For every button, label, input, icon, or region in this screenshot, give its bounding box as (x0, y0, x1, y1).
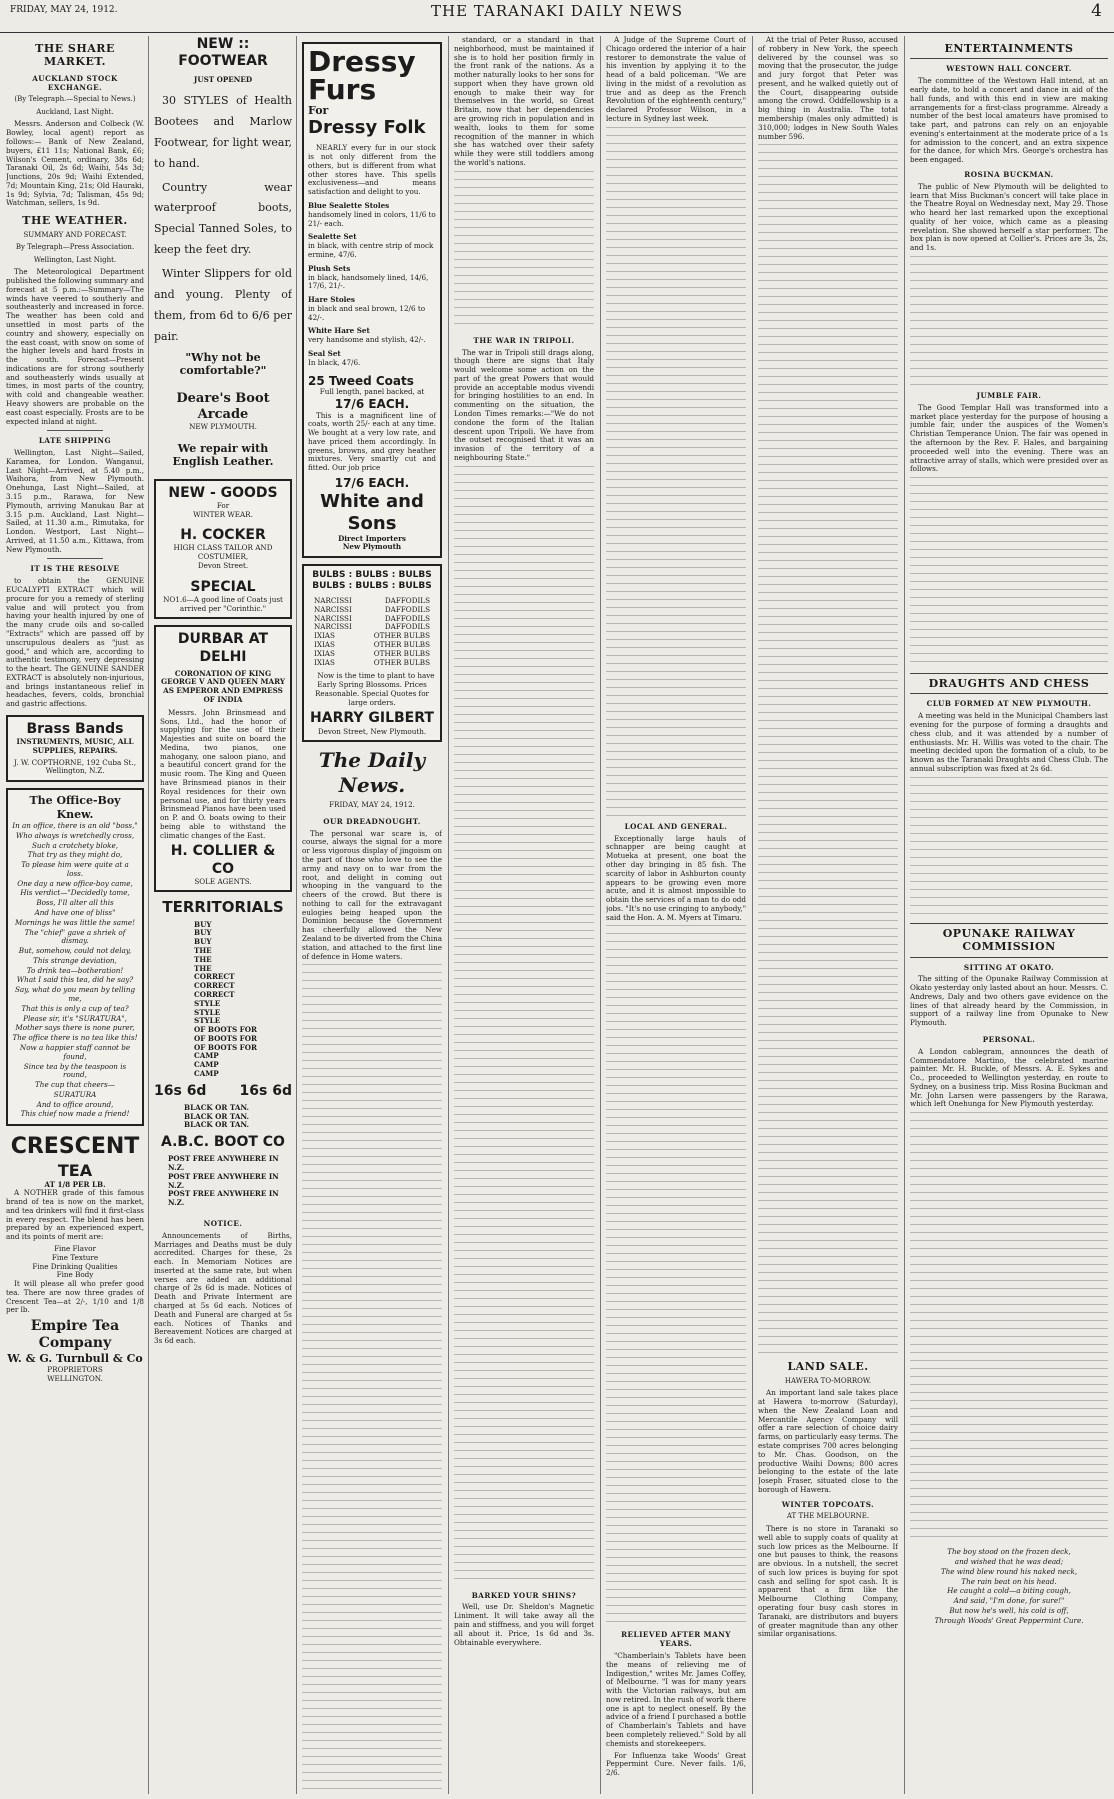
draughts-heading: DRAUGHTS AND CHESS (910, 673, 1108, 694)
poem-line: The wind blew round his naked neck, (940, 1566, 1078, 1576)
weather-heading: THE WEATHER. (22, 214, 128, 228)
bulbs-note: Now is the time to plant to have Early Spring Blossoms. Prices Reasonable. Special Quotes for large orders. (315, 671, 435, 707)
poem-line: Such a crotchety bloke, (31, 840, 118, 850)
poem-line: The rain beat on his head. (961, 1576, 1057, 1586)
dreadnought-body: The personal war scare is, of course, always the signal for a more or less vigorous display of jingoism on the part of those who love to see the army and navy on to war from the root, and delight in coming out whooping in the vanguard to the cheers of the crowd. But there is nothing to call for the extravagant eulogies being heaped upon the Dominion because the Government has cheerfully allowed the New Zealand to be diverted from the China station, and attached to the first line of defence in Home waters. (302, 828, 442, 961)
masthead-title: THE TARANAKI DAILY NEWS (430, 2, 684, 20)
white-and-sons-city: New Plymouth (342, 542, 402, 552)
poem-line: and wished that he was dead; (954, 1557, 1064, 1567)
influenza-note: For Influenza take Woods' Great Peppermint Cure. Never fails. 1/6, 2/6. (606, 1750, 746, 1778)
poem-line: That try as they might do, (27, 850, 123, 860)
bulb-cell: OTHER BULBS (373, 657, 430, 667)
territorials-prices (154, 1083, 292, 1100)
buy-line: CAMP (194, 1060, 219, 1070)
brass-bands-subheading: INSTRUMENTS, MUSIC, ALL SUPPLIES, REPAIRS. (16, 737, 134, 755)
empire-tea-city: WELLINGTON. (47, 1373, 103, 1383)
cocker-role-2: COSTUMIER, (197, 552, 249, 562)
topcoats-body: There is no store in Taranaki so well able to supply coats of quality at such low prices as the Melbourne. If one but pauses to think, the reasons are obvious. In a nutshell, the secret of such low prices is buying for spot cash and selling for spot cash. It is apparent that a firm like the Melbourne Clothing Company, operating four busy cash stores in Taranaki, are distributors and buyers of greater magnitude than any other similar organisations. (758, 1524, 898, 1639)
westown-heading: WESTOWN HALL CONCERT. (946, 64, 1072, 74)
buy-line: BUY (194, 937, 212, 947)
footwear-styles: 30 STYLES of Health Bootees and Marlow Footwear, for light wear, to hand. (154, 93, 292, 170)
railway-subheading: SITTING AT OKATO. (963, 962, 1055, 972)
tweed-coats-heading: 25 Tweed Coats (308, 373, 414, 388)
tan-lines (154, 1104, 292, 1130)
crescent-body: A NOTHER grade of this famous brand of tea is now on the market, and tea drinkers will find it first-class in every respect. The blend has been prepared by an experienced expert, and its points of merit are: (6, 1188, 144, 1242)
col6-top-article: At the trial of Peter Russo, accused of robbery in New York, the speech delivered by the counsel was so moving that the prosecutor, the judge and jury forgot that Peter was present, and he walked quietly out of the Court, disappearing outside among the crowd. Oddfellowship is a big thing in Australia. The total membership (males only admitted) is 310,000; lodges in New South Wales number 596. (758, 36, 898, 141)
new-goods-for: For (216, 500, 230, 510)
column-rule (904, 36, 905, 1794)
poem-line: Who always is wretchedly cross, (15, 830, 135, 840)
topcoats-heading: WINTER TOPCOATS. (781, 1499, 875, 1509)
buy-line: STYLE (194, 1016, 221, 1026)
column-6 (758, 36, 898, 1794)
tan-line: BLACK OR TAN. (184, 1111, 250, 1121)
post-line: POST FREE ANYWHERE IN N.Z. (168, 1189, 279, 1208)
column-2 (154, 36, 292, 1794)
collier-name: H. COLLIER & CO (170, 843, 276, 877)
fur-items (308, 202, 436, 368)
bulbs-ad (302, 564, 442, 742)
empire-tea-heading: Empire Tea Company (30, 1318, 120, 1352)
office-boy-ad (6, 788, 144, 1126)
column-5 (606, 36, 746, 1794)
poem-line: The cup that cheers— (35, 1080, 115, 1090)
fur-item-name: Seal Set (308, 348, 341, 358)
buy-line: THE (194, 946, 212, 956)
tripoli-body: The war in Tripoli still drags along, though there are signs that Italy would welcome some action on the part of the great Powers that would provide an acceptable modus vivendi for bringing hostilities to an end. In commenting on the situation, the London Times remarks:—"We do not condone the form of the Italian descent upon Tripoli. We have from the outset recognised that it was an invasion of the territory of a neighbouring State." (454, 347, 594, 462)
durbar-heading: DURBAR AT DELHI (177, 631, 269, 665)
just-opened: JUST OPENED (193, 75, 253, 85)
fur-item-name: Hare Stoles (308, 295, 355, 305)
dreadnought-continued: standard, or a standard in that neighborhood, must be maintained if she is to hold her position firmly in the front rank of the nations. As a mother naturally looks to her sons for support when they have grown old enough to make their way for themselves in the world, so Great Britain, now that her dependencies are growing rich in population and in wealth, looks to them for some recognition of the manner in which she has watched over their safety while they were still toddlers among the world's nations. (454, 36, 594, 167)
poem-line: And have one of bliss" (34, 908, 116, 918)
tweed-coats-sub: Full length, panel backed, at (319, 387, 425, 397)
poem-line: Mother says there is none purer, (15, 1023, 135, 1033)
new-goods-season: WINTER WEAR. (193, 509, 253, 519)
bulb-cell: NARCISSI (314, 613, 352, 623)
bulbs-heading-2: BULBS : BULBS : BULBS (312, 581, 432, 592)
footwear-slogan: "Why not be comfortable?" (179, 350, 267, 378)
poem-line: And to office around, (36, 1099, 114, 1109)
buy-line: CAMP (194, 1051, 219, 1061)
exchange-place: Auckland, Last Night. (36, 107, 114, 116)
bulb-cell: OTHER BULBS (373, 631, 430, 641)
buy-line: CORRECT (194, 972, 235, 982)
bulb-cell: OTHER BULBS (373, 639, 430, 649)
poem-line: Say, what do you mean by telling me, (14, 985, 136, 1004)
article-text-continuation (758, 144, 898, 1354)
white-and-sons-name: White and Sons (320, 490, 424, 534)
fur-item-description: handsomely lined in colors, 11/6 to 21/- each. (308, 209, 436, 228)
article-text-continuation (606, 127, 746, 817)
barked-shins-body: Well, use Dr. Sheldon's Magnetic Liniment. It will take away all the pain and stiffness, and you will forget all about it. Price, 1s 6d and 3s. Obtainable everywhere. (454, 1602, 594, 1647)
crescent-point: Fine Drinking Qualities (32, 1261, 118, 1271)
masthead-date: FRIDAY, MAY 24, 1912. (10, 5, 118, 15)
column-rule (600, 36, 601, 1794)
poem-line: Mornings he was little the same! (14, 917, 136, 927)
tweed-coats-price: 17/6 EACH. (334, 396, 410, 411)
shipping-heading: LATE SHIPPING (38, 436, 112, 446)
crescent-note: It will please all who prefer good tea. There are now three grades of Crescent Tea—at 2/-, 1/10 and 1/8 per lb. (6, 1279, 144, 1315)
tweed-coats-body: This is a magnificent line of coats, worth 25/- each at any time. We bought at a very low rate, and have priced them accordingly. In greens, browns, and grey heather mixtures. Very smartly cut and fitted. Our job price (308, 410, 436, 473)
post-line: POST FREE ANYWHERE IN N.Z. (168, 1171, 279, 1190)
divider (47, 558, 102, 559)
office-boy-poem (12, 822, 138, 1119)
abc-boot-name: A.B.C. BOOT CO (161, 1134, 285, 1151)
buy-line: CAMP (194, 1068, 219, 1078)
fur-item-name: Plush Sets (308, 263, 351, 273)
poem-line: The office there is no tea like this! (12, 1033, 138, 1043)
fur-item-name: Sealette Set (308, 232, 357, 242)
new-goods-heading: NEW - GOODS (168, 484, 278, 501)
repair-note: We repair with English Leather. (172, 441, 274, 469)
brass-bands-heading: Brass Bands (26, 720, 124, 737)
poem-line: Please sir, it's "SURATURA", (23, 1013, 127, 1023)
local-general-heading: LOCAL AND GENERAL. (624, 821, 728, 831)
bulb-cell: DAFFODILS (384, 613, 430, 623)
bulbs-heading: BULBS : BULBS : BULBS (312, 570, 432, 581)
buy-line: OF BOOTS FOR (194, 1033, 257, 1043)
brass-bands-ad (6, 715, 144, 782)
article-text-continuation (910, 256, 1108, 386)
land-sale-body: An important land sale takes place at Hawera to-morrow (Saturday), when the New Zealand Loan and Mercantile Agency Company will offer a rare selection of choice dairy farms, on particularly easy terms. The estate comprises 700 acres belonging to Mr. Chas. Goodson, on the productive Waihi Downs; 800 acres belonging to the estate of the late Joseph Fraser, situated close to the borough of Hawera. (758, 1388, 898, 1494)
dressy-folk: Dressy Folk (308, 117, 426, 139)
crescent-points (6, 1245, 144, 1280)
article-text-continuation (910, 777, 1108, 917)
buy-line: CORRECT (194, 989, 235, 999)
jumble-body: The Good Templar Hall was transformed into a market place yesterday for the purpose of housing a jumble fair, under the auspices of the Women's Christian Temperance Union. The fair was opened in the afternoon by the Rev. F. Hales, and bargaining proceeded well into the evening. There was an attractive array of stalls, which were presided over as follows. (910, 402, 1108, 474)
poem-line: That this is only a cup of tea? (21, 1003, 129, 1013)
buy-line: CORRECT (194, 981, 235, 991)
footwear-waterproof: Country wear waterproof boots, Special Tanned Soles, to keep the feet dry. (154, 180, 292, 257)
column-rule (448, 36, 449, 1794)
poem-line: Boss, I'll alter all this (36, 898, 114, 908)
crescent-price: AT 1/8 PER LB. (44, 1179, 106, 1189)
divider (47, 430, 102, 431)
special-body: NO1.6—A good line of Coats just arrived per "Corinthic." (163, 594, 283, 613)
column-1 (6, 36, 144, 1794)
crescent-point: Fine Body (56, 1270, 94, 1280)
eucalypti-heading: IT IS THE RESOLVE (30, 564, 120, 574)
land-sale-subheading: HAWERA TO-MORROW. (784, 1376, 872, 1385)
buy-line: STYLE (194, 998, 221, 1008)
crescent-heading: CRESCENT (10, 1134, 140, 1160)
poem-line: In an office, there is an old "boss," (12, 820, 138, 830)
poem-line: What I said this tea, did he say? (16, 975, 134, 985)
bulb-cell: IXIAS (314, 631, 335, 641)
poem-line: The boy stood on the frozen deck, (947, 1547, 1071, 1557)
white-and-sons-role: Direct Importers (338, 533, 406, 543)
fur-item-description: very handsome and stylish, 42/-. (308, 335, 426, 345)
poem-line: To drink tea—botheration! (26, 965, 124, 975)
durbar-body: Messrs. John Brinsmead and Sons, Ltd., had the honor of supplying for the use of their Majesties and suite on board the Medina, two pianos, one mahogany, one saloon piano, and a beautiful concert grand for the music room. The King and Queen have Brinsmead pianos in their Royal residences for their own personal use, and for thirty years Brinsmead Pianos have been used on P. and O. boats owing to their being able to withstand the climatic changes of the East. (160, 707, 286, 840)
poem-line: One day a new office-boy came, (17, 878, 133, 888)
poem-line: But, somehow, could not delay, (18, 946, 132, 956)
article-text-continuation (910, 1112, 1108, 1542)
price-right: 16s 6d (239, 1082, 292, 1099)
harry-gilbert-address: Devon Street, New Plymouth. (317, 726, 427, 736)
stock-exchange-heading: AUCKLAND STOCK EXCHANGE. (32, 73, 118, 92)
poem-line: To please him were quite at a loss. (21, 860, 129, 878)
barked-shins-heading: BARKED YOUR SHINS? (471, 1590, 577, 1600)
buy-line: STYLE (194, 1007, 221, 1017)
eucalypti-ad: to obtain the GENUINE EUCALYPTI EXTRACT which will procure for you a remedy of sterling value and will protect you from having your health injured by one of the many crude oils and so-called "Extracts" which are passed off by unscrupulous dealers as "just as good," and which are, according to authentic testimony, very depressing to the heart. The GENUINE SANDER EXTRACT is absolutely non-injurious, and brings instantaneous relief in headaches, fevers, colds, bronchial and gastric affections. (6, 576, 144, 709)
shipping-report: Wellington, Last Night—Sailed, Karamea, for London. Wanganui, Last Night—Arrived, at 5.40 p.m., Waihora, from New Plymouth. Onehunga, Last Night—Sailed, at 3.15 p.m., Rarawa, for New Plymouth, arriving Manukau Bar at 3.15 p.m. Auckland, Last Night—Sailed, at 11.30 a.m., Rimutaka, for London. Westport, Last Night—Arrived, at 11.50 a.m., Kittawa, from New Plymouth. (6, 448, 144, 554)
notice-heading: NOTICE. (203, 1218, 243, 1228)
fur-item-name: Blue Sealette Stoles (308, 201, 390, 211)
poem-line: SURATURA (53, 1089, 97, 1099)
column-rule (148, 36, 149, 1794)
empire-tea-proprietors: W. & G. Turnbull & Co (7, 1352, 143, 1366)
relieved-heading: RELIEVED AFTER MANY YEARS. (621, 1630, 731, 1649)
footwear-slippers: Winter Slippers for old and young. Plenty of them, from 6d to 6/6 per pair. (154, 267, 292, 343)
poem-line: This chief now made a friend! (20, 1109, 130, 1119)
buy-line: THE (194, 963, 212, 973)
durbar-subheading: CORONATION OF KING GEORGE V AND QUEEN MARY AS EMPEROR AND EMPRESS OF INDIA (161, 668, 285, 704)
land-sale-heading: LAND SALE. (787, 1360, 869, 1374)
furs-intro: NEARLY every fur in our stock is not only different from the others, but is different from what other stores have. This spells exclusiveness—and means satisfaction and delight to you. (308, 143, 436, 197)
fur-item-description: in black and seal brown, 12/6 to 42/-. (308, 303, 426, 322)
article-text-continuation (606, 925, 746, 1625)
durbar-ad (154, 625, 292, 892)
topcoats-subheading: AT THE MELBOURNE. (786, 1512, 870, 1521)
bulb-cell: IXIAS (314, 648, 335, 658)
bulb-cell: DAFFODILS (384, 596, 430, 606)
column-4 (454, 36, 594, 1794)
dressy-heading: Dressy (308, 45, 416, 78)
tan-line: BLACK OR TAN. (184, 1102, 250, 1112)
tripoli-heading: THE WAR IN TRIPOLI. (473, 335, 575, 345)
article-text-continuation (454, 466, 594, 1586)
furs-heading: Furs (308, 73, 377, 106)
collier-role: SOLE AGENTS. (194, 876, 252, 886)
poem-line: Since tea by the teaspoon is round, (23, 1061, 127, 1080)
cocker-name: H. COCKER (180, 527, 266, 544)
rosina-heading: ROSINA BUCKMAN. (964, 170, 1054, 179)
daily-news-date: FRIDAY, MAY 24, 1912. (329, 800, 415, 810)
special-heading: SPECIAL (190, 578, 256, 595)
railway-heading: OPUNAKE RAILWAY COMMISSION (910, 923, 1108, 958)
buy-line: BUY (194, 928, 212, 938)
exchange-report: Messrs. Anderson and Colbeck (W. Bowley, local agent) report as follows:— Bank of New Zealand, buyers, £11 11s; National Bank, £6; Wilson's Cement, ordinary, 38s 6d; Taranaki Oil, 2s 6d; Waihi, 54s 3d; Junctions, 20s 9d; Waihi Extended, 7d; Mountain King, 21s; Old Hauraki, 1s 9d; Sylvia, 7d; Talisman, 45s 9d; Watchman, sellers, 1s 9d. (6, 119, 144, 208)
personal-body: A London cablegram, announces the death of Commendatore Martino, the celebrated marine painter. Mr. H. Buckle, of Messrs. A. E. Sykes and Co., proceeded to Wellington yesterday, en route to Sydney, on a business trip. Miss Rosina Buckman and Mr. John Larsen were passengers by the Rarawa, which left Onehunga for New Plymouth yesterday. (910, 1046, 1108, 1109)
buy-line: THE (194, 954, 212, 964)
column-rule (296, 36, 297, 1794)
post-free-lines (154, 1155, 292, 1208)
masthead (0, 0, 1114, 33)
poem-line: But now he's well, his cold is off, (949, 1605, 1069, 1615)
bulb-cell: NARCISSI (314, 596, 352, 606)
tan-line: BLACK OR TAN. (184, 1120, 250, 1130)
post-line: POST FREE ANYWHERE IN N.Z. (168, 1154, 279, 1173)
bulb-cell: IXIAS (314, 657, 335, 667)
weather-subheading: SUMMARY AND FORECAST. (23, 230, 127, 239)
bulb-cell: NARCISSI (314, 622, 352, 632)
empire-tea-role: PROPRIETORS (47, 1364, 103, 1374)
share-market-heading: THE SHARE MARKET. (35, 42, 115, 69)
poem-line: He caught a cold—a biting cough, (947, 1586, 1071, 1596)
deare-city: NEW PLYMOUTH. (189, 422, 257, 432)
bulb-cell: NARCISSI (314, 604, 352, 614)
personal-heading: PERSONAL. (982, 1035, 1036, 1044)
club-heading: CLUB FORMED AT NEW PLYMOUTH. (926, 699, 1092, 709)
bulb-cell: IXIAS (314, 639, 335, 649)
footwear-heading: NEW :: FOOTWEAR (178, 36, 268, 70)
jumble-heading: JUMBLE FAIR. (976, 391, 1042, 401)
poem-line: This strange deviation, (33, 955, 117, 965)
brass-bands-contact: J. W. COPTHORNE, 192 Cuba St., Wellington, N.Z. (14, 757, 136, 776)
rosina-body: The public of New Plymouth will be delighted to learn that Miss Buckman's concert will take place in the Theatre Royal on Wednesday next, May 29. Those who heard her last remarked upon the exceptional quality of her voice, which came as a pleasing revelation. She showed herself a star performer. The box plan is now opened at Collier's. Prices are 3s, 2s, and 1s. (910, 181, 1108, 253)
railway-body: The sitting of the Opunake Railway Commission at Okato yesterday only lasted about an hour. Messrs. C. Andrews, Daly and two others gave evidence on the lines of that already heard by the Commission, in support of a railway line from Opunake to New Plymouth. (910, 974, 1108, 1028)
column-rule (752, 36, 753, 1794)
local-general-body: Exceptionally large hauls of schnapper are being caught at Motueka at present, one boat the other day bringing in 85 fish. The scarcity of labor in Ashburton county appears to be growing even more acute, and it is almost impossible to obtain the services of a man to do odd jobs. "It's no use cringing to anybody," said the Hon. A. M. Myers at Timaru. (606, 833, 746, 922)
westown-body: The committee of the Westown Hall intend, at an early date, to hold a concert and dance in aid of the hall funds, and with this end in view are making arrangements for a first-class programme. Already a number of the best local amateurs have promised to take part, and patrons can rely on an enjoyable evening's entertainment at the moderate price of a 1s for admission to the concert, and an extra sixpence for the dance, for which Mrs. George's orchestra has been engaged. (910, 76, 1108, 165)
poem-line: His verdict—"Decidedly tame, (20, 888, 130, 898)
crescent-heading-tea: TEA (57, 1161, 93, 1181)
daily-news-masthead: The Daily News. (318, 748, 426, 797)
territorials-buy-lines (154, 921, 292, 1079)
territorials-heading: TERRITORIALS (162, 898, 284, 917)
for-line: For (308, 104, 329, 117)
notice-body: Announcements of Births, Marriages and Deaths must be duly accredited. Charges for these, 2s each. In Memoriam Notices are inserted at the same rate, but when verses are added an additional charge of 2s 6d is made. Notices of Death and Private Interment are charged at 5s 6d each. Notices of Death and Funeral are charged at 5s each. Notices of Thanks and Bereavement Notices are charged at 3s 6d each. (154, 1230, 292, 1346)
cocker-ad (154, 479, 292, 620)
weather-place: Wellington, Last Night. (33, 255, 117, 264)
bulb-cell: DAFFODILS (384, 622, 430, 632)
crescent-point: Fine Texture (51, 1252, 99, 1262)
buy-line: BUY (194, 919, 212, 929)
club-body: A meeting was held in the Municipal Chambers last evening for the purpose of forming a draughts and chess club, and it was attended by a number of enthusiasts. Mr. H. Willis was voted to the chair. The meeting decided upon the formation of a club, to be known as the Taranaki Draughts and Chess Club. The annual subscription was fixed at 2s 6d. (910, 711, 1108, 773)
dreadnought-heading: OUR DREADNOUGHT. (323, 816, 421, 826)
tweed-coats-price-2: 17/6 EACH. (334, 476, 410, 491)
bulb-cell: DAFFODILS (384, 604, 430, 614)
article-text-continuation (302, 964, 442, 1794)
relieved-body: "Chamberlain's Tablets have been the means of relieving me of Indigestion," writes Mr. James Coffey, of Melbourne. "I was for many years with the Victorian railways, but am now retired. In the rush of work there one is apt to neglect oneself. By the advice of a friend I purchased a bottle of Chamberlain's Tablets and have been completely relieved." Sold by all chemists and storekeepers. (606, 1650, 746, 1748)
buy-line: OF BOOTS FOR (194, 1042, 257, 1052)
peppermint-cure-poem (910, 1548, 1108, 1625)
crescent-point: Fine Flavor (54, 1244, 96, 1254)
fur-item-description: In black, 47/6. (308, 357, 361, 367)
poem-line: Now a happier staff cannot be found, (19, 1042, 131, 1061)
weather-source: By Telegraph—Press Association. (15, 243, 135, 252)
office-boy-heading: The Office-Boy Knew. (29, 794, 121, 821)
exchange-source: (By Telegraph.—Special to News.) (14, 95, 136, 104)
white-and-sons-ad (302, 42, 442, 558)
poem-line: The "chief" gave a shriek of dismay. (24, 927, 126, 946)
poem-line: Through Woods' Great Peppermint Cure. (934, 1615, 1084, 1625)
bulb-list (308, 597, 436, 667)
price-left: 16s 6d (154, 1082, 207, 1099)
article-text-continuation (910, 477, 1108, 667)
bulb-row (308, 659, 436, 668)
article-text-continuation (454, 171, 594, 331)
column-7 (910, 36, 1108, 1794)
buy-line: OF BOOTS FOR (194, 1025, 257, 1035)
cocker-street: Devon Street. (197, 561, 249, 571)
fur-item-name: White Hare Set (308, 326, 370, 336)
bulb-cell: OTHER BULBS (373, 648, 430, 658)
harry-gilbert-name: HARRY GILBERT (310, 710, 434, 727)
poem-line: And said, "I'm done, for sure!" (953, 1596, 1065, 1606)
column-3 (302, 36, 442, 1794)
fur-item-description: in black, handsomely lined, 14/6, 17/6, 21/-. (308, 272, 429, 291)
weather-report: The Meteorological Department published the following summary and forecast at 5 p.m.:—Summary—The winds have veered to southerly and southeasterly and increased in force. The weather has been cold and unsettled in most parts of the country and showery, especially on the east coast, with snow on some of the higher levels and hard frosts in the south. Forecast—Present indications are for strong southerly and southeasterly winds usually at times, in most parts of the country, with cold and changeable weather. Heavy showers are probable on the east coast especially. Frosts are to be expected inland at night. (6, 267, 144, 426)
entertainments-heading: ENTERTAINMENTS (910, 42, 1108, 59)
cocker-role: HIGH CLASS TAILOR AND (173, 543, 273, 553)
col5-top-article: A Judge of the Supreme Court of Chicago ordered the interior of a hair restorer to demonstrate the value of his invention by applying it to the head of a bald policeman. "We are living in the midst of a revolution as true and as deep as the French Revolution of the eighteenth century," declared Professor Wilson, in a lecture in Sydney last week. (606, 36, 746, 124)
page-number: 4 (1091, 1, 1102, 21)
deare-name: Deare's Boot Arcade (176, 391, 270, 423)
fur-item-description: in black, with centre strip of mock ermine, 47/6. (308, 241, 434, 259)
